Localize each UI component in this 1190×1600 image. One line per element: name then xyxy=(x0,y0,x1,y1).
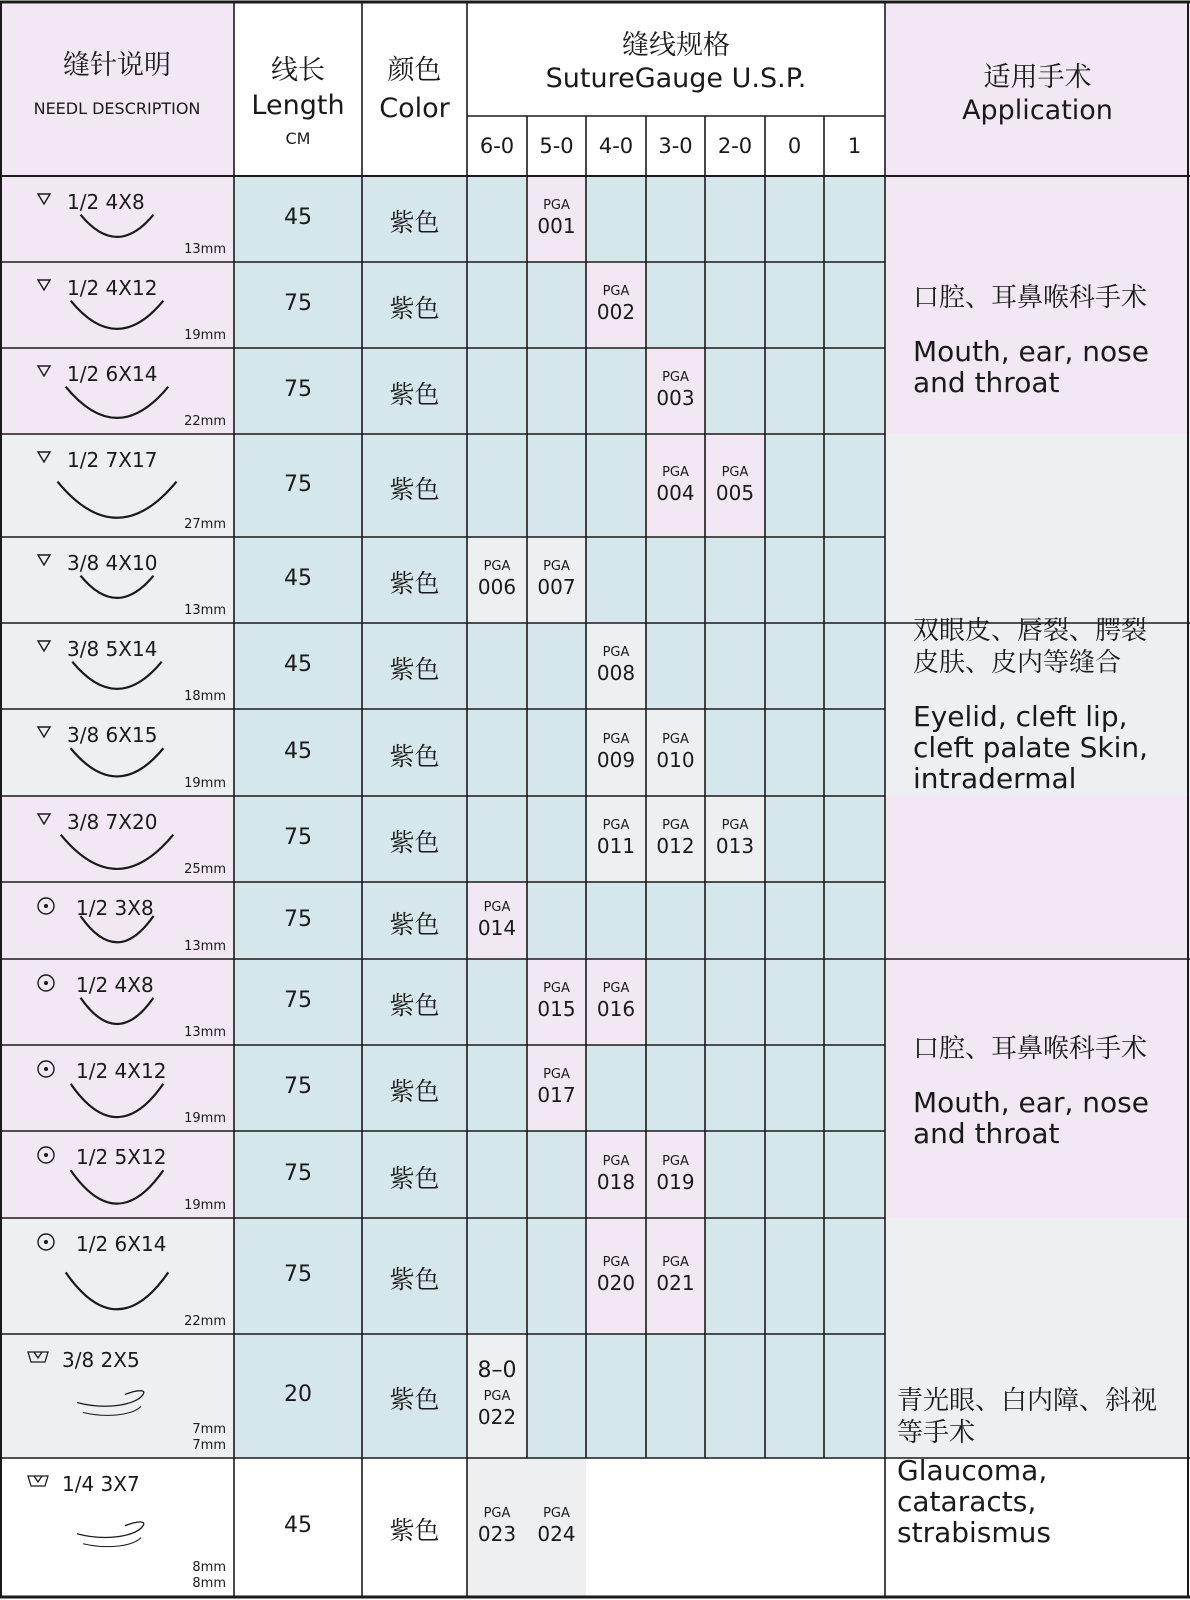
needle-length-mm: 19mm xyxy=(184,1198,226,1213)
color-value: 紫色 xyxy=(389,294,440,323)
pga-number: 002 xyxy=(596,300,636,324)
color-value: 紫色 xyxy=(389,208,440,237)
needle-length-mm: 13mm xyxy=(184,1025,226,1040)
pga-number: 024 xyxy=(537,1522,576,1546)
length-value: 75 xyxy=(284,291,312,316)
needle-spec: 3/8 7X20 xyxy=(67,810,158,834)
application-en: Eyelid, cleft lip, cleft palate Skin, intradermal xyxy=(913,699,1149,795)
pga-label: PGA xyxy=(662,464,689,480)
application-en: Mouth, ear, nose and throat xyxy=(913,1086,1149,1150)
pga-code-cell xyxy=(586,1155,646,1192)
needle-length-mm: 18mm xyxy=(184,689,226,704)
needle-curve xyxy=(77,1522,144,1537)
pga-number: 013 xyxy=(715,834,755,858)
header-length-en: Length xyxy=(251,90,345,121)
circle-dot-icon xyxy=(44,981,48,985)
application-cn: 青光眼、白内障、斜视 等手术 xyxy=(897,1386,1158,1448)
pga-code-cell xyxy=(586,733,646,770)
pga-number: 010 xyxy=(656,747,695,772)
pga-code-cell xyxy=(467,1360,527,1427)
needle-length-mm: 19mm xyxy=(184,328,226,343)
needle-spec: 1/2 6X14 xyxy=(76,1232,167,1256)
circle-dot-icon xyxy=(44,1240,48,1244)
length-value: 75 xyxy=(284,377,312,402)
needle-spec: 3/8 2X5 xyxy=(62,1348,140,1372)
needle-spec: 3/8 6X15 xyxy=(67,723,158,747)
pga-label: PGA xyxy=(602,1255,630,1270)
pga-code-cell xyxy=(646,1256,705,1293)
header-color-cn: 颜色 xyxy=(387,55,442,86)
needle-length-mm: 13mm xyxy=(184,242,226,257)
length-value: 45 xyxy=(284,566,312,591)
needle-spec: 1/2 5X12 xyxy=(76,1145,167,1169)
color-value: 紫色 xyxy=(389,569,440,598)
gauge-label: 0 xyxy=(787,134,802,158)
header-desc-cn: 缝针说明 xyxy=(63,50,171,81)
pga-label: PGA xyxy=(662,731,689,747)
pga-label: PGA xyxy=(602,818,630,833)
pga-code-cell xyxy=(646,371,705,408)
pga-code-cell xyxy=(586,819,646,856)
length-value: 75 xyxy=(284,825,312,850)
gauge-label: 1 xyxy=(847,134,862,158)
header-gauge-en: SutureGauge U.S.P. xyxy=(545,63,807,94)
length-value: 75 xyxy=(284,988,312,1013)
pga-number: 009 xyxy=(596,747,636,772)
pga-code-cell xyxy=(527,1068,586,1105)
pga-label: PGA xyxy=(602,1153,630,1169)
needle-spec: 1/2 4X8 xyxy=(76,973,154,997)
circle-dot-icon xyxy=(44,1153,48,1157)
needle-length-mm: 7mm 7mm xyxy=(192,1422,226,1453)
needle-length-mm: 19mm xyxy=(184,1111,226,1126)
needle-length-mm: 25mm xyxy=(184,862,226,877)
application-band xyxy=(885,796,1190,1218)
pga-code-cell xyxy=(586,1256,646,1293)
pga-code-cell xyxy=(646,819,705,856)
circle-dot-icon xyxy=(44,1067,48,1071)
pga-label: PGA xyxy=(483,1389,511,1404)
pga-code-cell xyxy=(527,560,586,597)
application-en: Mouth, ear, nose and throat xyxy=(913,334,1149,399)
gauge-note: 8–0 xyxy=(477,1358,517,1383)
pga-label: PGA xyxy=(602,731,630,747)
needle-length-mm: 22mm xyxy=(184,414,226,429)
application-cell xyxy=(897,1385,1180,1548)
pga-code-cell xyxy=(527,982,586,1019)
pga-number: 006 xyxy=(477,575,517,599)
gauge-label: 6-0 xyxy=(479,134,515,158)
gauge-label: 4-0 xyxy=(598,134,634,158)
color-value: 紫色 xyxy=(389,909,440,939)
pga-number: 004 xyxy=(656,480,695,505)
application-en: Glaucoma, cataracts, strabismus xyxy=(897,1454,1051,1549)
header-app-en: Application xyxy=(962,95,1113,126)
pga-code-cell xyxy=(705,819,765,856)
pga-label: PGA xyxy=(662,370,689,385)
needle-spec: 1/2 6X14 xyxy=(67,362,158,386)
pga-code-cell xyxy=(527,199,586,236)
needle-spec: 3/8 5X14 xyxy=(67,637,158,661)
gauge-label: 2-0 xyxy=(717,134,753,158)
circle-dot-icon xyxy=(44,904,48,908)
pga-number: 011 xyxy=(596,834,636,858)
pga-label: PGA xyxy=(721,464,749,480)
color-value: 紫色 xyxy=(389,741,440,771)
color-value: 紫色 xyxy=(389,1265,440,1294)
pga-number: 015 xyxy=(537,997,576,1021)
color-value: 紫色 xyxy=(389,1385,440,1414)
pga-label: PGA xyxy=(662,818,689,833)
pga-number: 007 xyxy=(537,575,576,599)
pga-number: 018 xyxy=(596,1169,636,1194)
color-value: 紫色 xyxy=(389,380,440,409)
pga-number: 001 xyxy=(537,214,576,238)
pga-label: PGA xyxy=(662,1153,689,1169)
application-cn: 口腔、耳鼻喉科手术 xyxy=(913,1034,1148,1064)
color-value: 紫色 xyxy=(389,828,440,857)
length-value: 75 xyxy=(284,906,312,932)
needle-length-mm: 19mm xyxy=(184,776,226,791)
pga-number: 014 xyxy=(477,915,517,940)
pga-label: PGA xyxy=(543,559,570,574)
needle-spec: 1/2 3X8 xyxy=(76,896,154,920)
pga-code-cell xyxy=(646,466,705,503)
pga-label: PGA xyxy=(483,559,511,574)
needle-length-mm: 27mm xyxy=(184,517,226,532)
needle-length-mm: 22mm xyxy=(184,1314,226,1329)
pga-label: PGA xyxy=(543,1506,570,1521)
color-value: 紫色 xyxy=(389,1516,440,1545)
application-cell xyxy=(913,1033,1180,1149)
color-value: 紫色 xyxy=(389,1163,440,1193)
application-cn: 口腔、耳鼻喉科手术 xyxy=(913,282,1148,313)
header-app-cn: 适用手术 xyxy=(983,62,1092,93)
application-cn: 双眼皮、唇裂、腭裂 皮肤、皮内等缝合 xyxy=(913,615,1148,678)
needle-length-mm: 8mm 8mm xyxy=(192,1560,226,1591)
pga-code-cell xyxy=(586,982,646,1019)
pga-label: PGA xyxy=(543,198,570,213)
pga-number: 008 xyxy=(596,661,636,685)
pga-code-cell xyxy=(586,285,646,322)
needle-spec: 3/8 4X10 xyxy=(67,551,158,575)
needle-spec: 1/4 3X7 xyxy=(62,1472,140,1496)
needle-curve xyxy=(83,1538,141,1547)
pga-number: 021 xyxy=(656,1271,695,1295)
pga-number: 003 xyxy=(656,386,695,410)
pga-label: PGA xyxy=(602,981,630,996)
application-cell xyxy=(913,615,1180,794)
header-length-unit: CM xyxy=(285,129,311,148)
pga-code-cell xyxy=(646,733,705,770)
color-value: 紫色 xyxy=(389,474,440,504)
pga-code-cell xyxy=(705,466,765,503)
needle-spec: 1/2 7X17 xyxy=(67,448,158,472)
pga-number: 020 xyxy=(596,1271,636,1295)
pga-code-cell xyxy=(467,901,527,938)
pga-number: 017 xyxy=(537,1083,576,1107)
length-value: 45 xyxy=(284,205,312,230)
pga-number: 012 xyxy=(656,834,695,858)
spatula-icon xyxy=(28,1476,48,1486)
pga-label: PGA xyxy=(483,899,511,915)
pga-number: 005 xyxy=(715,480,755,505)
needle-spec: 1/2 4X8 xyxy=(67,190,145,214)
needle-spec: 1/2 4X12 xyxy=(67,276,158,300)
length-value: 75 xyxy=(284,471,312,497)
pga-code-cell xyxy=(467,1507,527,1544)
header-color-en: Color xyxy=(379,93,450,124)
gauge-label: 5-0 xyxy=(539,134,574,158)
pga-number: 023 xyxy=(477,1522,517,1546)
pga-label: PGA xyxy=(662,1255,689,1270)
pga-label: PGA xyxy=(543,981,570,996)
color-value: 紫色 xyxy=(389,1077,440,1106)
length-value: 75 xyxy=(284,1160,312,1186)
pga-label: PGA xyxy=(602,645,630,660)
needle-spec: 1/2 4X12 xyxy=(76,1059,167,1083)
needle-length-mm: 13mm xyxy=(184,603,226,618)
length-value: 20 xyxy=(284,1382,312,1407)
pga-label: PGA xyxy=(483,1506,511,1521)
pga-number: 019 xyxy=(656,1169,695,1194)
gauge-label: 3-0 xyxy=(658,134,693,158)
header-length-cn: 线长 xyxy=(271,55,325,86)
length-value: 75 xyxy=(284,1262,312,1287)
pga-label: PGA xyxy=(602,284,630,299)
pga-code-cell xyxy=(586,646,646,683)
pga-code-cell xyxy=(527,1507,586,1544)
application-cell xyxy=(913,282,1180,398)
length-value: 45 xyxy=(284,652,312,677)
color-value: 紫色 xyxy=(389,991,440,1020)
color-value: 紫色 xyxy=(389,655,440,684)
header-desc-en: NEEDL DESCRIPTION xyxy=(33,99,201,118)
length-value: 45 xyxy=(284,738,312,764)
pga-label: PGA xyxy=(721,818,749,833)
length-value: 45 xyxy=(284,1513,312,1538)
pga-label: PGA xyxy=(543,1067,570,1082)
needle-length-mm: 13mm xyxy=(184,939,226,954)
pga-code-cell xyxy=(467,560,527,597)
length-value: 75 xyxy=(284,1074,312,1099)
pga-number: 022 xyxy=(477,1405,517,1429)
header-gauge-cn: 缝线规格 xyxy=(622,30,730,61)
pga-code-cell xyxy=(646,1155,705,1192)
pga-number: 016 xyxy=(596,997,636,1021)
